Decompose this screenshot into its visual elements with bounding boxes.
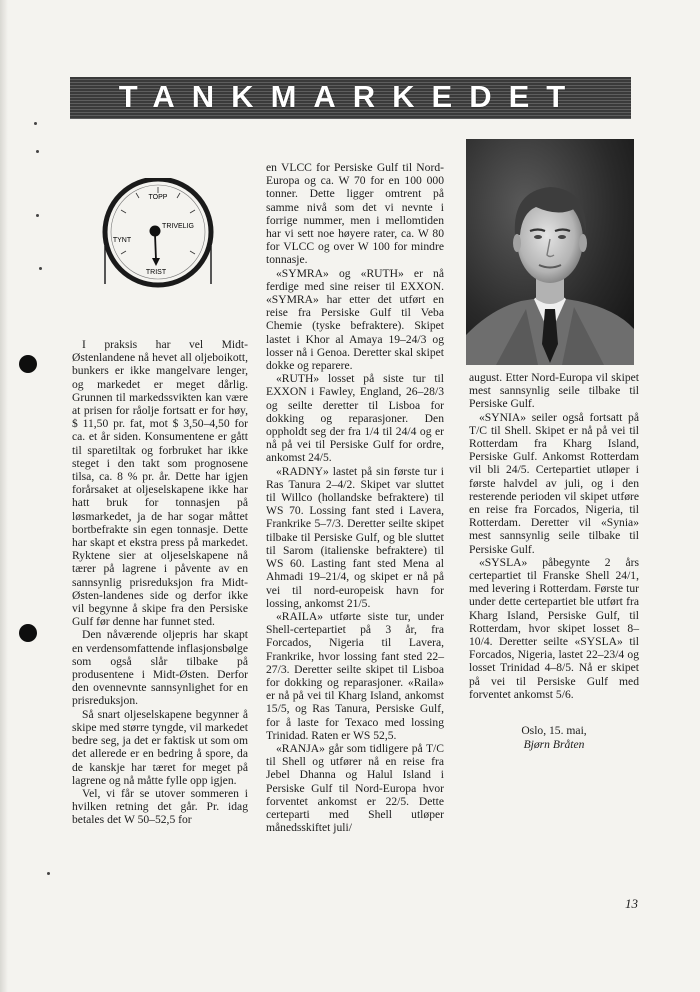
margin-speck — [47, 872, 50, 875]
margin-speck — [39, 267, 42, 270]
page-title: TANKMARKEDET — [118, 79, 583, 114]
article-paragraph: «RAILA» utførte siste tur, under Shell-certepartiet på 3 år, fra Forcados, Nigeria til Lavera, Frankrike, hvor lossing fant sted 22–27/3. Deretter seilte skipet til Lisboa for dokking og reparasjoner. «Raila» er nå på vei til Kharg Island, ankomst 15/5, og Ras Tanura, Persiske Gulf, for å laste for Texaco med lossing Trinidad. Raten er WS 52,5. — [266, 609, 444, 742]
article-paragraph: Den nåværende oljepris har skapt en verdensomfattende inflasjonsbølge som også slår tilbake på produsentene i Midt-Østen. Derfor den ovennevnte sannsynlighet for en prisreduksjon. — [72, 628, 248, 708]
page-number: 13 — [625, 896, 638, 911]
article-paragraph: «SYSLA» påbegynte 2 års certepartiet til Franske Shell 24/1, med levering i Rotterdam. Første tur under dette certepartiet ble utført fra Kharg Island, Persiske Gulf, til Rotterdam, hvor skipet losset 8–10/4. Deretter seilte «SYSLA» til Forcados, Nigeria, lastet 22–23/4 og losset Trinidad 4–8/5. Nå er skipet på vei til Persiske Gulf med forventet ankomst 5/6. — [469, 555, 639, 701]
article-signature — [469, 724, 639, 751]
article-paragraph: «SYNIA» seiler også fortsatt på T/C til Shell. Skipet er nå på vei til Rotterdam fra Kharg Island, Persiske Gulf. Ankomst Rotterdam vil bli 24/5. Certepartiet utløper i første halvdel av juli, og i den resterende perioden vil skipet utføre en reise fra Forcados, Nigeria, til Rotterdam. Deretter vil «Synia» mest sannsynlig seile tilbake til Persiske Gulf. — [469, 410, 639, 556]
article-paragraph: I praksis har vel Midt-Østenlandene nå hevet all oljeboikott, bunkers er ikke mangelvare lenger, og markedet er meget dårlig. Grunnen til markedssvikten kan være at prisen for råolje fortsatt er for høy, $ 11,50 pr. fat, mot $ 3,50–4,50 for ca. et år siden. Konsumentene er gått til sparetiltak og forbruket har ikke steget i den takt som prognosene tilsa, ca. 8 % pr. år. Dette har igjen forårsaket at oljeselskapene ikke har hatt bruk for tonnasjen på løsmarkedet, ja de har sogar måttet bortbefrakte sin egen tonnasje. Dette har skapt et ekstra press på markedet. Ryktene sier at oljeselskapene nå tærer på lagrene i påvente av en sannsynlig prisreduksjon fra Midt-Østen-landenes side og derfor ikke vil begynne å skipe fra den Persiske Gulf før denne har funnet sted. — [72, 338, 248, 629]
margin-speck — [34, 122, 37, 125]
article-paragraph: Vel, vi får se utover sommeren i hvilken retning det går. Pr. idag betales det W 50–52,5 for — [72, 786, 248, 827]
punch-hole-top — [19, 355, 37, 373]
article-paragraph: en VLCC for Persiske Gulf til Nord-Europa og ca. W 70 for en 100 000 tonner. Dette ligger omtrent på samme nivå som det vi nevnte i forrige nummer, men i mellomtiden har vi sett noe høyere rater, ca. W 80 for VLCC og over W 100 for mindre tonnasje. — [266, 161, 444, 267]
gauge-hub — [150, 226, 161, 237]
article-paragraph: «RUTH» losset på siste tur til EXXON i Fawley, England, 26–28/3 og seilte deretter til Lisboa for dokking og reparasjoner. Den oppholdt seg der fra 1/4 til 24/4 og er nå på vei til Persiske Gulf for ordre, ankomst 24/5. — [266, 372, 444, 465]
punch-hole-bottom — [19, 624, 37, 642]
gauge-needle — [155, 234, 156, 260]
article-paragraph: «RANJA» går som tidligere på T/C til Shell og utfører nå en reise fra Jebel Dhanna og Halul Island i Persiske Gulf til Nord-Europa hvor forventet ankomst er 22/5. Dette certeparti med Shell utløper månedsskiftet juli/ — [266, 741, 444, 835]
article-column-3 — [469, 371, 639, 701]
signature-author: Bjørn Bråten — [523, 737, 585, 751]
title-banner — [70, 77, 631, 119]
article-paragraph: «RADNY» lastet på sin første tur i Ras Tanura 2–4/2. Skipet var sluttet til Willco (hollandske befraktere) til WS 70. Lossing fant sted i Lavera, Frankrike 5–7/3. Deretter seilte skipet tilbake til Persiske Gulf, og ble sluttet til Sarom (italienske befraktere) til WS 60. Lasting fant sted Mena al Ahmadi 19–21/4, og skipet er nå på vei til nord-europeisk havn for lossing, ankomst 21/5. — [266, 464, 444, 610]
scan-edge-shadow — [0, 0, 8, 992]
article-paragraph: «SYMRA» og «RUTH» er nå ferdige med sine reiser til EXXON. «SYMRA» har etter det utført en reise fra Persiske Gulf til Veba Chemie (tyske befraktere). Skipet lastet i Khor al Amaya 19–24/3 og losser nå i Genoa. Deretter skal skipet dokke og reparere. — [266, 266, 444, 373]
gauge-label-right: TRIVELIG — [162, 223, 194, 230]
signature-place-date: Oslo, 15. mai, — [521, 724, 587, 737]
article-column-1 — [72, 338, 248, 827]
author-portrait-photo — [466, 139, 634, 365]
mood-gauge-icon — [100, 178, 216, 290]
gauge-label-top: TOPP — [148, 194, 168, 201]
article-column-2 — [266, 161, 444, 834]
margin-speck — [36, 214, 39, 217]
gauge-label-left: TYNT — [112, 237, 132, 244]
margin-speck — [36, 150, 39, 153]
gauge-label-bottom: TRIST — [145, 269, 167, 276]
article-paragraph: august. Etter Nord-Europa vil skipet mest sannsynlig seile tilbake til Persiske Gulf. — [469, 371, 639, 411]
article-paragraph: Så snart oljeselskapene begynner å skipe med større tyngde, vil markedet bedre seg, ja det er faktisk ut som om det allerede er en bedring å spore, da de kanskje har tæret for meget på lagrene og nå måtte fylle opp igjen. — [72, 707, 248, 787]
